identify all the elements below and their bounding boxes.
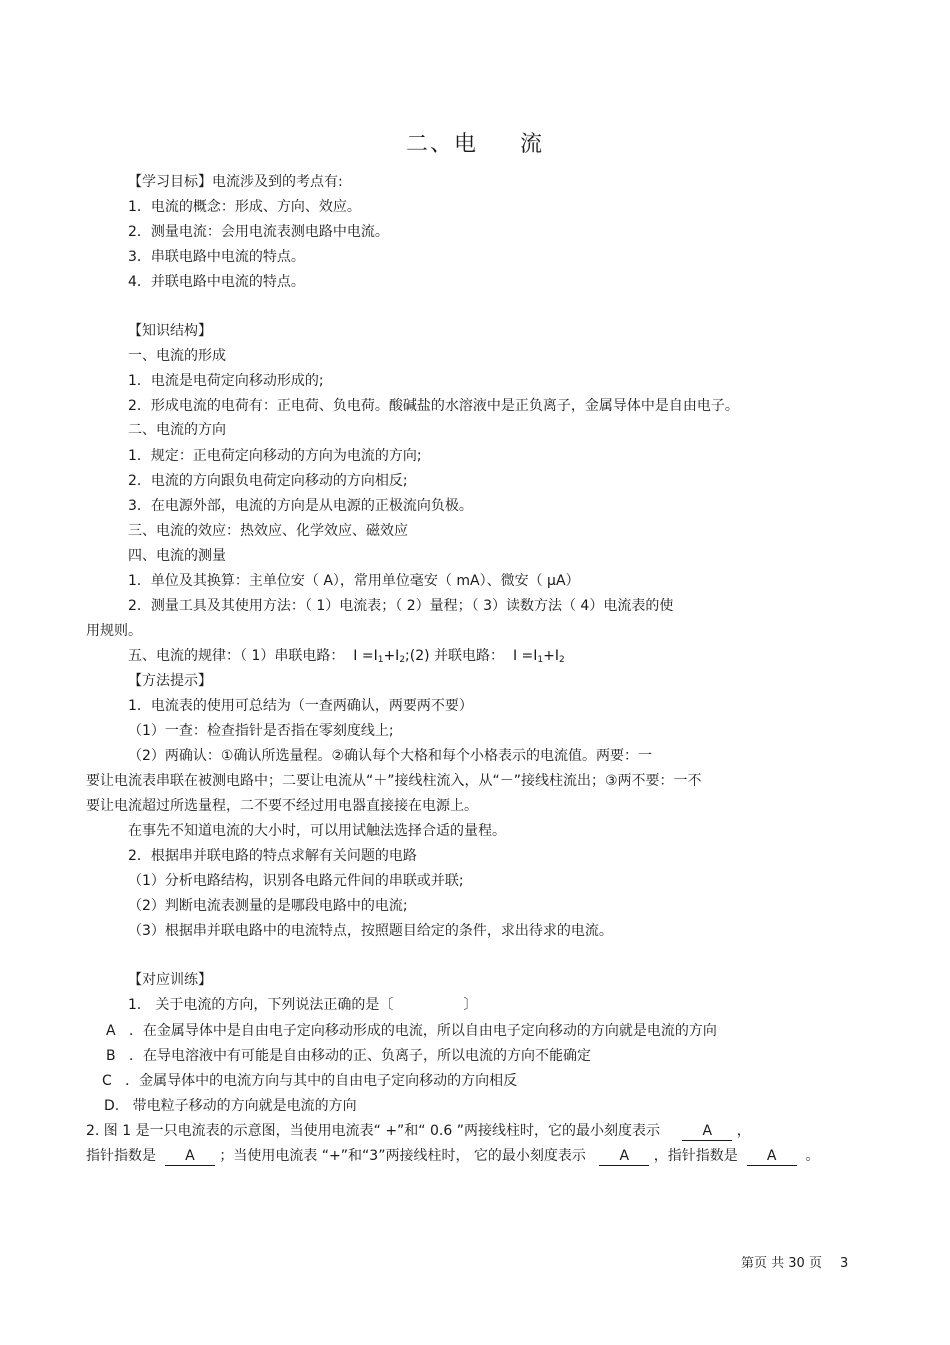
option-text: ．金属导体中的电流方向与其中的自由电子定向移动的方向相反: [125, 1073, 518, 1089]
answer-blank: A: [165, 1147, 215, 1166]
subscript: 2: [399, 655, 406, 665]
page-count: 第页 共 30 页: [741, 1256, 822, 1271]
method-line: （2）判断电流表测量的是哪段电路中的电流;: [128, 898, 408, 914]
question-2-line2: [86, 1146, 820, 1166]
option-d: [104, 1096, 357, 1116]
question-text: 指针指数是: [86, 1148, 156, 1164]
option-b: [106, 1046, 591, 1066]
knowledge-line: 1．规定：正电荷定向移动的方向为电流的方向;: [128, 448, 422, 464]
punctuation: ，: [736, 1123, 751, 1139]
method-line: 1．电流表的使用可总结为（一查两确认，两要两不要）: [128, 698, 473, 714]
option-letter: B: [106, 1048, 116, 1064]
method-line: 在事先不知道电流的大小时，可以用试触法选择合适的量程。: [128, 823, 506, 839]
question-text: 2. 图 1 是一只电流表的示意图，当使用电流表“ +”和“ 0.6 ”两接线柱时，它的最小刻度表示: [86, 1123, 660, 1139]
objectives-heading: 【学习目标】电流涉及到的考点有:: [128, 174, 343, 190]
method-line: 2．根据串并联电路的特点求解有关问题的电路: [128, 848, 417, 864]
subscript: 2: [559, 655, 565, 665]
option-letter: A: [106, 1023, 116, 1039]
option-text: 带电粒子移动的方向就是电流的方向: [132, 1098, 357, 1114]
page-title: [0, 127, 950, 158]
knowledge-line: 1．单位及其换算：主单位安（ A），常用单位毫安（ mA）、微安（ μA）: [128, 573, 580, 589]
law-label: 五、电流的规律：（ 1）串联电路：: [128, 648, 345, 664]
method-line: （1）分析电路结构，识别各电路元件间的串联或并联;: [128, 873, 464, 889]
answer-blank: A: [682, 1122, 732, 1141]
answer-blank: A: [747, 1147, 797, 1166]
parallel-formula: +I: [543, 648, 559, 664]
section-heading: 四、电流的测量: [128, 548, 226, 564]
question-1: [128, 995, 477, 1015]
practice-heading: 【对应训练】: [128, 972, 212, 988]
section-heading: 二、电流的方向: [128, 422, 226, 438]
knowledge-line: 用规则。: [86, 623, 142, 639]
knowledge-line: 2．形成电流的电荷有：正电荷、负电荷。酸碱盐的水溶液中是正负离子，金属导体中是自由电子。: [128, 398, 739, 414]
current-law-line: [128, 646, 565, 670]
knowledge-line: 2．测量工具及其使用方法：（ 1）电流表；（ 2）量程；（ 3）读数方法（ 4）电流表的使: [128, 598, 674, 614]
method-line: （1）一查：检查指针是否指在零刻度线上;: [128, 723, 394, 739]
parallel-formula: I =I: [512, 648, 538, 664]
subscript: 1: [537, 655, 544, 665]
method-heading: 【方法提示】: [128, 673, 212, 689]
section-heading: 一、电流的形成: [128, 348, 226, 364]
option-c: [102, 1071, 517, 1091]
page-number: 3: [839, 1256, 849, 1271]
objective-item: 3．串联电路中电流的特点。: [128, 249, 305, 265]
question-bracket: 〕: [463, 997, 478, 1013]
knowledge-line: 3．在电源外部，电流的方向是从电源的正极流向负极。: [128, 498, 473, 514]
method-line: 要让电流表串联在被测电路中；二要让电流从“＋”接线柱流入，从“－”接线柱流出；③两不要：一不: [86, 773, 702, 789]
question-text: 1． 关于电流的方向，下列说法正确的是〔: [128, 997, 394, 1013]
title-part1: 二、电: [405, 132, 478, 157]
question-2-line1: [86, 1121, 751, 1141]
series-formula: +I: [383, 648, 400, 664]
method-line: （3）根据串并联电路中的电流特点，按照题目给定的条件，求出待求的电流。: [128, 923, 613, 939]
knowledge-line: 2．电流的方向跟负电荷定向移动的方向相反;: [128, 473, 408, 489]
option-letter: D.: [104, 1098, 120, 1114]
page-footer: [741, 1252, 848, 1271]
law-mid: ;(2) 并联电路：: [405, 648, 505, 664]
section-heading: 三、电流的效应：热效应、化学效应、磁效应: [128, 523, 408, 539]
question-text: ，指针指数是: [653, 1148, 738, 1164]
option-text: ．在金属导体中是自由电子定向移动形成的电流，所以自由电子定向移动的方向就是电流的方向: [128, 1023, 717, 1039]
series-formula: I =I: [353, 648, 378, 664]
objective-item: 1．电流的概念：形成、方向、效应。: [128, 199, 361, 215]
punctuation: 。: [805, 1148, 820, 1164]
question-text: ；当使用电流表 “+”和“3”两接线柱时， 它的最小刻度表示: [219, 1148, 586, 1164]
method-line: （2）两确认：①确认所选量程。②确认每个大格和每个小格表示的电流值。两要：一: [128, 748, 653, 764]
objective-item: 4．并联电路中电流的特点。: [128, 274, 305, 290]
option-letter: C: [102, 1073, 112, 1089]
option-a: [106, 1021, 717, 1041]
knowledge-line: 1．电流是电荷定向移动形成的;: [128, 373, 324, 389]
objective-item: 2．测量电流：会用电流表测电路中电流。: [128, 224, 389, 240]
subscript: 1: [377, 655, 384, 665]
method-line: 要让电流超过所选量程，二不要不经过用电器直接接在电源上。: [86, 798, 478, 814]
knowledge-heading: 【知识结构】: [128, 323, 212, 339]
title-part2: 流: [520, 132, 545, 157]
answer-blank: A: [599, 1147, 649, 1166]
option-text: ．在导电溶液中有可能是自由移动的正、负离子，所以电流的方向不能确定: [128, 1048, 591, 1064]
